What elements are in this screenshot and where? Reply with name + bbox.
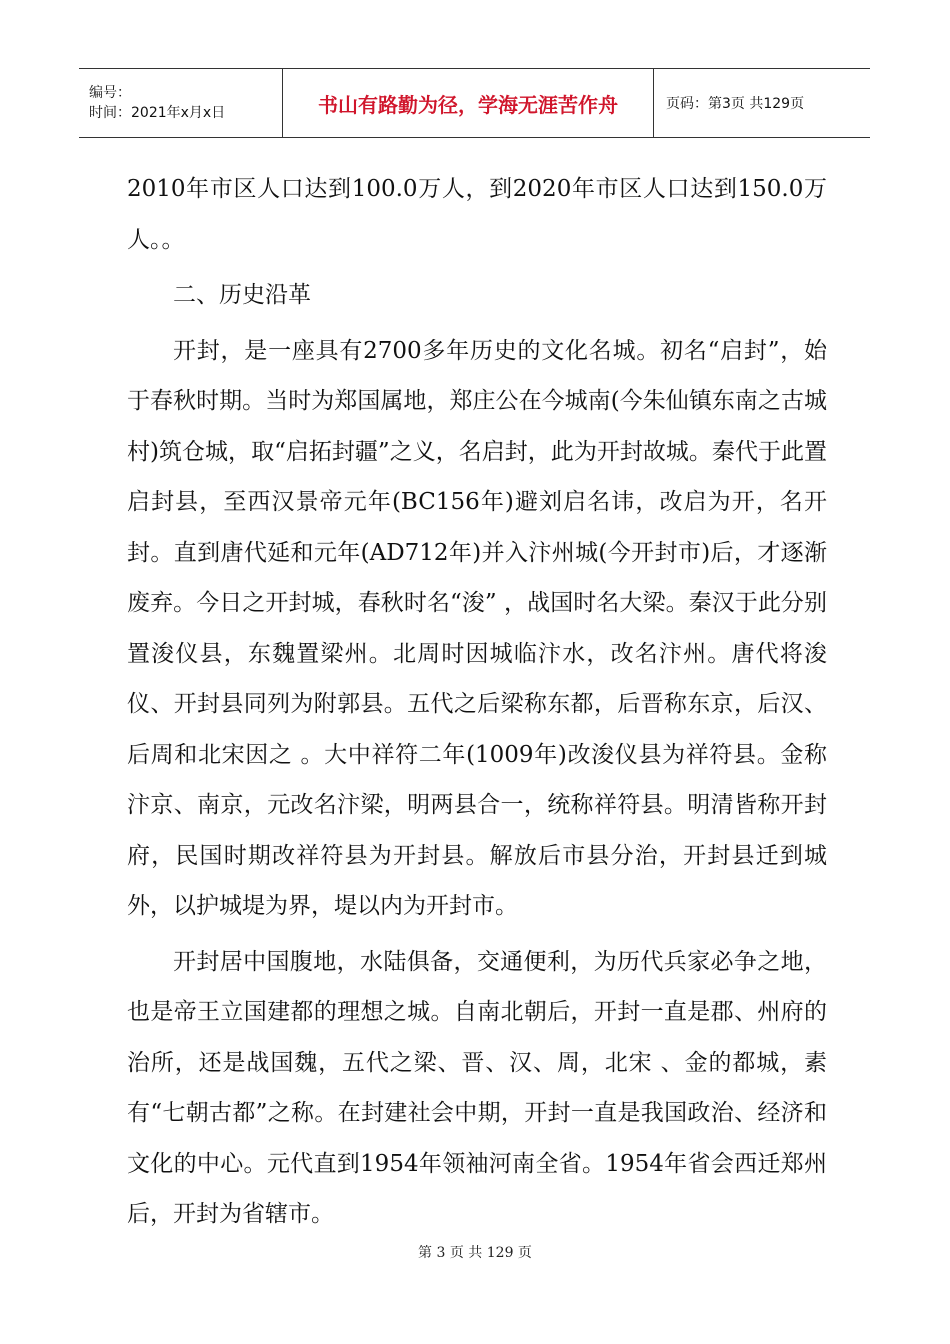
- paragraph-capital: 开封居中国腹地，水陆俱备，交通便利，为历代兵家必争之地，也是帝王立国建都的理想之城。自南北朝后，开封一直是郡、州府的治所，还是战国魏，五代之梁、晋、汉、周，北宋 、金的都城，素有“七朝古都”之称。在封建社会中期，开封一直是我国政治、经济和文化的中心。元代直到1954年领袖河南全省。1954年省会西迁郑州后，开封为省辖市。: [127, 948, 827, 1227]
- header-meta: [79, 69, 282, 137]
- page-footer: 第 3 页 共 129 页: [418, 1245, 532, 1261]
- paragraph-population: 2010年市区人口达到100.0万人，到2020年市区人口达到150.0万人。。: [127, 176, 827, 253]
- section-heading: 二、历史沿革: [173, 282, 311, 308]
- page-header: [79, 68, 870, 138]
- document-date: 时间：2021年x月x日: [89, 105, 226, 121]
- header-motto: 书山有路勤为径，学海无涯苦作舟: [282, 69, 654, 137]
- document-body: [127, 164, 827, 1240]
- header-page-info: 页码：第3页 共129页: [666, 96, 805, 112]
- document-number-label: 编号：: [89, 85, 131, 101]
- paragraph-history: 开封，是一座具有2700多年历史的文化名城。初名“启封”，始于春秋时期。当时为郑国属地，郑庄公在今城南(今朱仙镇东南之古城村)筑仓城，取“启拓封疆”之义，名启封，此为开封故城。秦代于此置启封县，至西汉景帝元年(BC156年)避刘启名讳，改启为开，名开封。直到唐代延和元年(AD712年)并入汴州城(今开封市)后，才逐渐废弃。今日之开封城，春秋时名“浚” ，战国时名大梁。秦汉于此分别置浚仪县，东魏置梁州。北周时因城临汴水，改名汴州。唐代将浚仪、开封县同列为附郭县。五代之后梁称东都，后晋称东京，后汉、后周和北宋因之 。大中祥符二年(1009年)改浚仪县为祥符县。金称汴京、南京，元改名汴梁，明两县合一，统称祥符县。明清皆称开封府，民国时期改祥符县为开封县。解放后市县分治，开封县迁到城外，以护城堤为界，堤以内为开封市。: [127, 337, 827, 919]
